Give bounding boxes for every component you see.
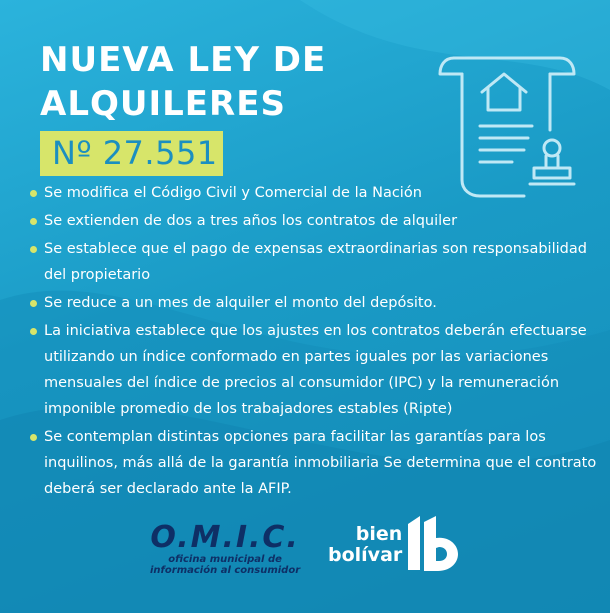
list-item: Se modifica el Código Civil y Comercial de la Nación bbox=[30, 180, 600, 206]
list-item: Se extienden de dos a tres años los contratos de alquiler bbox=[30, 208, 600, 234]
list-item: Se reduce a un mes de alquiler el monto del depósito. bbox=[30, 290, 600, 316]
bolivar-text: bolívar bbox=[328, 544, 403, 566]
bullet-list bbox=[30, 180, 600, 504]
omic-subtitle-1: oficina municipal de bbox=[168, 554, 282, 565]
title-line-1: NUEVA LEY DE bbox=[40, 40, 327, 80]
omic-subtitle-2: información al consumidor bbox=[150, 565, 301, 576]
list-item: Se contemplan distintas opciones para facilitar las garantías para los inquilinos, más allá de la garantía inmobiliaria Se determina que el contrato deberá ser declarado ante la AFIP. bbox=[30, 424, 600, 502]
omic-logo-text: O.M.I.C. bbox=[150, 520, 300, 555]
list-item: Se establece que el pago de expensas extraordinarias son responsabilidad del propietario bbox=[30, 236, 600, 288]
bien-bolivar-logo-text bbox=[328, 524, 402, 566]
title-line-2: ALQUILERES bbox=[40, 84, 286, 124]
law-number-badge: Nº 27.551 bbox=[40, 131, 223, 176]
list-item: La iniciativa establece que los ajustes en los contratos deberán efectuarse utilizando un índice conformado en partes iguales por las variaciones mensuales del índice de precios al consumidor (IPC) y la remuneración imponible promedio de los trabajadores estables (Ripte) bbox=[30, 318, 600, 422]
bien-bolivar-logo-icon bbox=[404, 514, 460, 572]
page-title bbox=[40, 38, 326, 126]
bien-text: bien bbox=[355, 523, 403, 545]
omic-logo bbox=[150, 522, 300, 576]
